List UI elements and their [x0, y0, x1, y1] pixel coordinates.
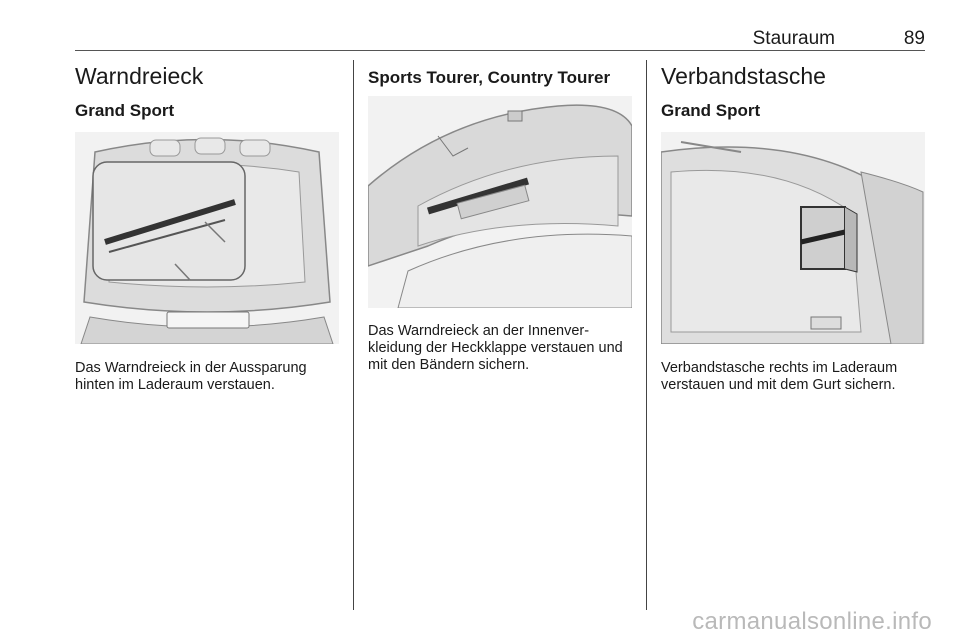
heading-warndreieck: Warndreieck [75, 63, 204, 89]
page-number: 89 [903, 28, 925, 49]
column-sports-tourer [368, 62, 633, 89]
watermark: carmanualsonline.info [692, 608, 932, 635]
subheading-sports-tourer: Sports Tourer, Country Tourer [368, 68, 611, 87]
column-verbandstasche [661, 62, 926, 122]
paragraph-warndreieck: Das Warndreieck in der Aussparung hinten im Laderaum verstauen. [75, 360, 307, 393]
figure-tailgate-triangle [368, 96, 632, 308]
subheading-grand-sport: Grand Sport [661, 101, 761, 120]
column-warndreieck [75, 62, 340, 122]
subheading-grand-sport: Grand Sport [75, 101, 175, 120]
column-verbandstasche-text [661, 360, 926, 394]
column-divider [646, 60, 647, 610]
paragraph-sports-tourer: Das Warndreieck an der Innenverkleidung der Heckklappe verstauen und mit den Bändern sichern. [368, 323, 623, 373]
column-sports-tourer-text [368, 323, 633, 374]
section-title: Stauraum [752, 28, 835, 49]
page-header [75, 28, 925, 51]
paragraph-verbandstasche: Verbandstasche rechts im Laderaum verstauen und mit dem Gurt sichern. [661, 360, 898, 393]
column-divider [353, 60, 354, 610]
figure-warning-triangle-trunk [75, 132, 339, 344]
figure-first-aid-kit [661, 132, 925, 344]
column-warndreieck-text [75, 360, 340, 394]
heading-verbandstasche: Verbandstasche [661, 63, 826, 89]
